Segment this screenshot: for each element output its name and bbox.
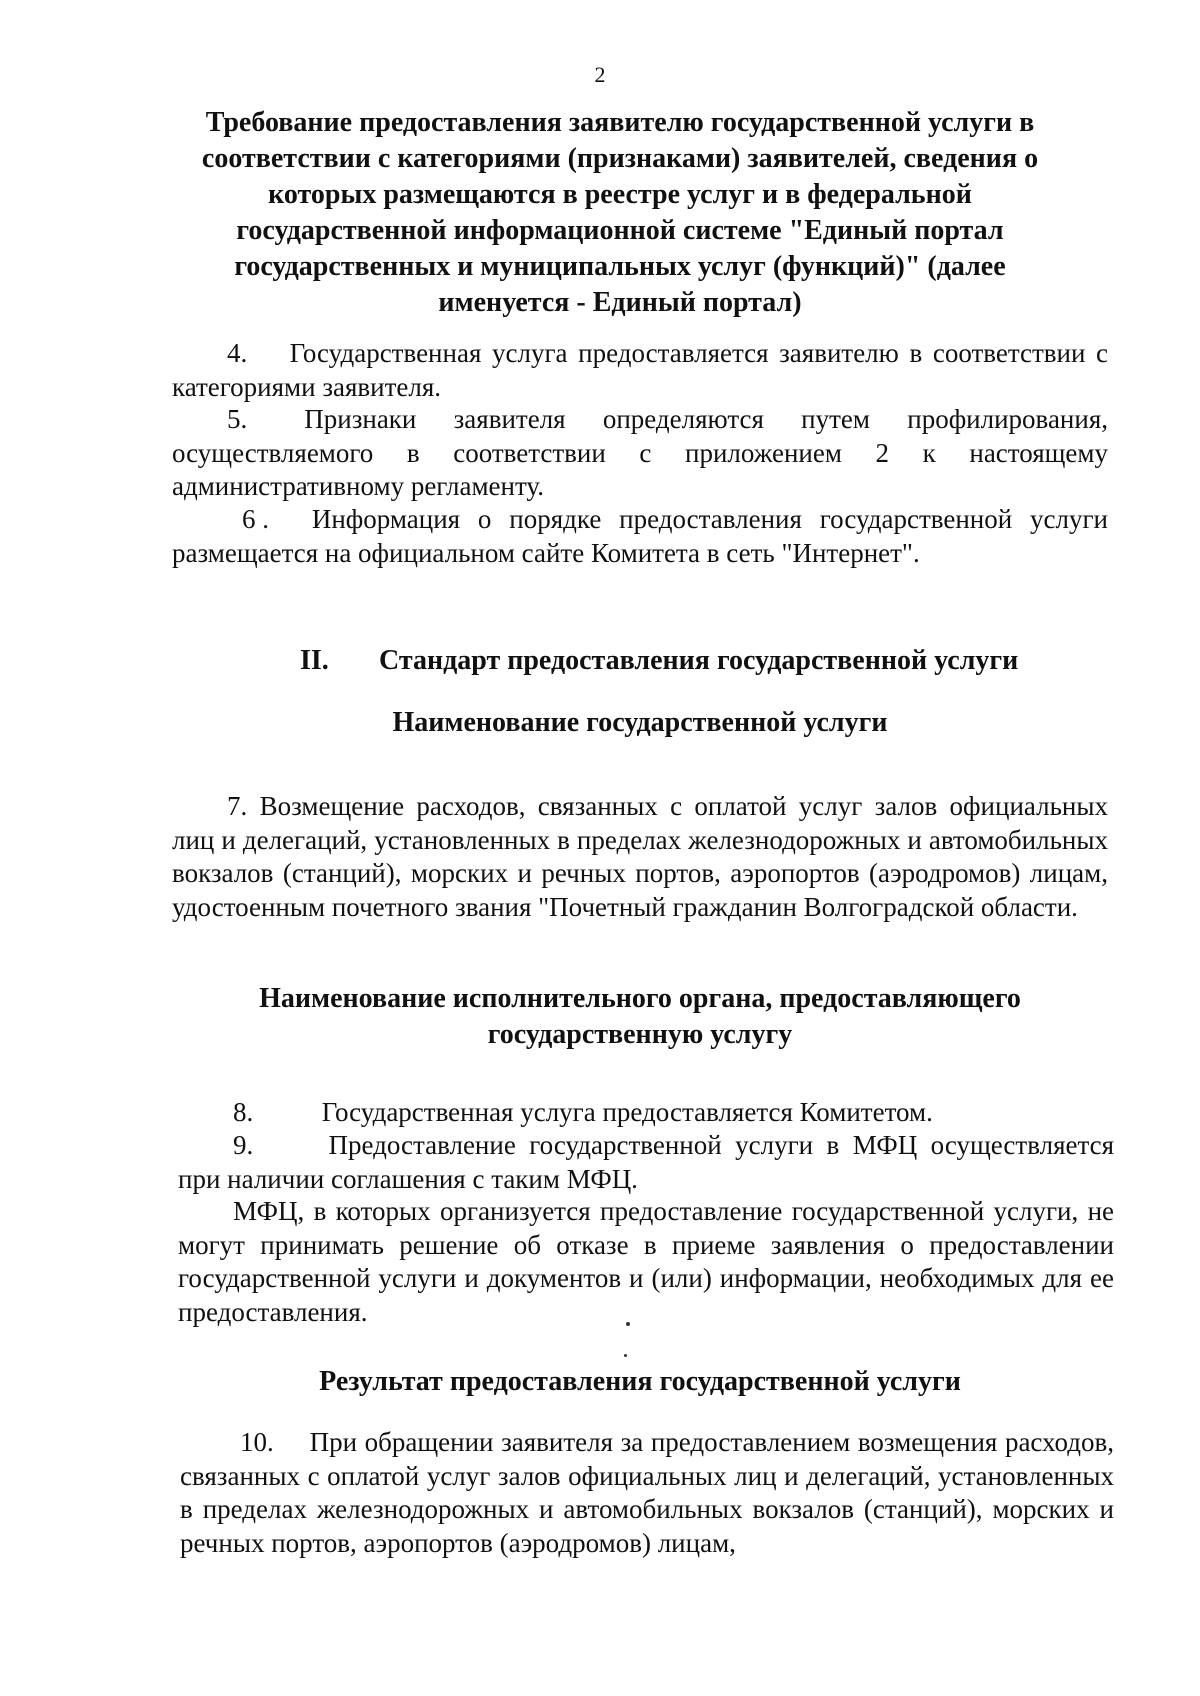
paragraph-number: 10. xyxy=(240,1427,274,1457)
section-title: Стандарт предоставления государственной услуги xyxy=(379,645,1019,676)
paragraph-mfc xyxy=(178,1195,1114,1329)
paragraph-5 xyxy=(172,403,1108,504)
subheading-service-name: Наименование государственной услуги xyxy=(392,707,888,738)
paragraph-text: При обращении заявителя за предоставлением возмещения расходов, связанных с оплатой услуг залов официальных лиц и делегаций, установленных в пределах железнодорожных и автомобильных вокзалов (станций), морских и речных портов, аэропортов (аэродромов) лицам, xyxy=(180,1427,1114,1558)
paragraph-7 xyxy=(172,790,1108,924)
subheading-line: государственную услугу xyxy=(487,1019,793,1050)
paragraph-text: Информация о порядке предоставления государственной услуги размещается на официальном сайте Комитета в сеть "Интернет". xyxy=(172,504,1108,568)
paragraph-number: 4. xyxy=(227,338,248,368)
page-number: 2 xyxy=(594,62,606,87)
paragraph-text: Государственная услуга предоставляется заявителю в соответствии с категориями заявителя. xyxy=(172,338,1109,402)
paragraph-number: 8. xyxy=(233,1097,254,1127)
paragraph-10 xyxy=(180,1426,1114,1560)
paragraph-8 xyxy=(178,1096,1114,1130)
title-heading-line: соответствии с категориями (признаками) заявителей, сведения о xyxy=(201,143,1039,174)
scan-speck xyxy=(624,1354,627,1357)
subheading-line: Наименование исполнительного органа, предоставляющего xyxy=(259,983,1021,1014)
paragraph-4 xyxy=(172,337,1108,404)
paragraph-text: МФЦ, в которых организуется предоставление государственной услуги, не могут принимать решение об отказе в приеме заявления о предоставлении государственной услуги и документов и (или) информации, необходимых для ее предоставления. xyxy=(178,1196,1114,1327)
title-heading-line: государственных и муниципальных услуг (функций)" (далее xyxy=(234,251,1006,282)
subheading-result: Результат предоставления государственной услуги xyxy=(319,1366,961,1397)
title-heading-line: Требование предоставления заявителю государственной услуги в xyxy=(205,107,1035,138)
section-heading xyxy=(300,643,1060,679)
scan-speck xyxy=(626,1322,630,1326)
paragraph-6 xyxy=(172,503,1108,570)
paragraph-text: Предоставление государственной услуги в МФЦ осуществляется при наличии соглашения с таким МФЦ. xyxy=(178,1130,1115,1194)
paragraph-text: Государственная услуга предоставляется Комитетом. xyxy=(321,1097,933,1127)
paragraph-text: Возмещение расходов, связанных с оплатой услуг залов официальных лиц и делегаций, установленных в пределах железнодорожных и автомобильных вокзалов (станций), морских и речных портов, аэропортов (аэродромов) лицам, удостоенным почетного звания "Почетный гражданин Волгоградской области. xyxy=(172,791,1109,922)
paragraph-number: 9. xyxy=(233,1130,254,1160)
paragraph-number: 7. xyxy=(227,791,248,821)
title-heading xyxy=(190,105,1050,321)
title-heading-line: которых размещаются в реестре услуг и в федеральной xyxy=(268,179,972,210)
paragraph-9 xyxy=(178,1129,1114,1196)
title-heading-line: именуется - Единый портал) xyxy=(438,287,802,318)
paragraph-number: 5. xyxy=(227,404,248,434)
subheading-executive-body xyxy=(170,981,1110,1053)
paragraph-text: Признаки заявителя определяются путем профилирования, осуществляемого в соответствии с приложением 2 к настоящему административному регламенту. xyxy=(172,404,1108,501)
section-roman-numeral: II. xyxy=(300,645,329,676)
title-heading-line: государственной информационной системе "Единый портал xyxy=(236,215,1004,246)
paragraph-number: 6 . xyxy=(242,504,269,534)
